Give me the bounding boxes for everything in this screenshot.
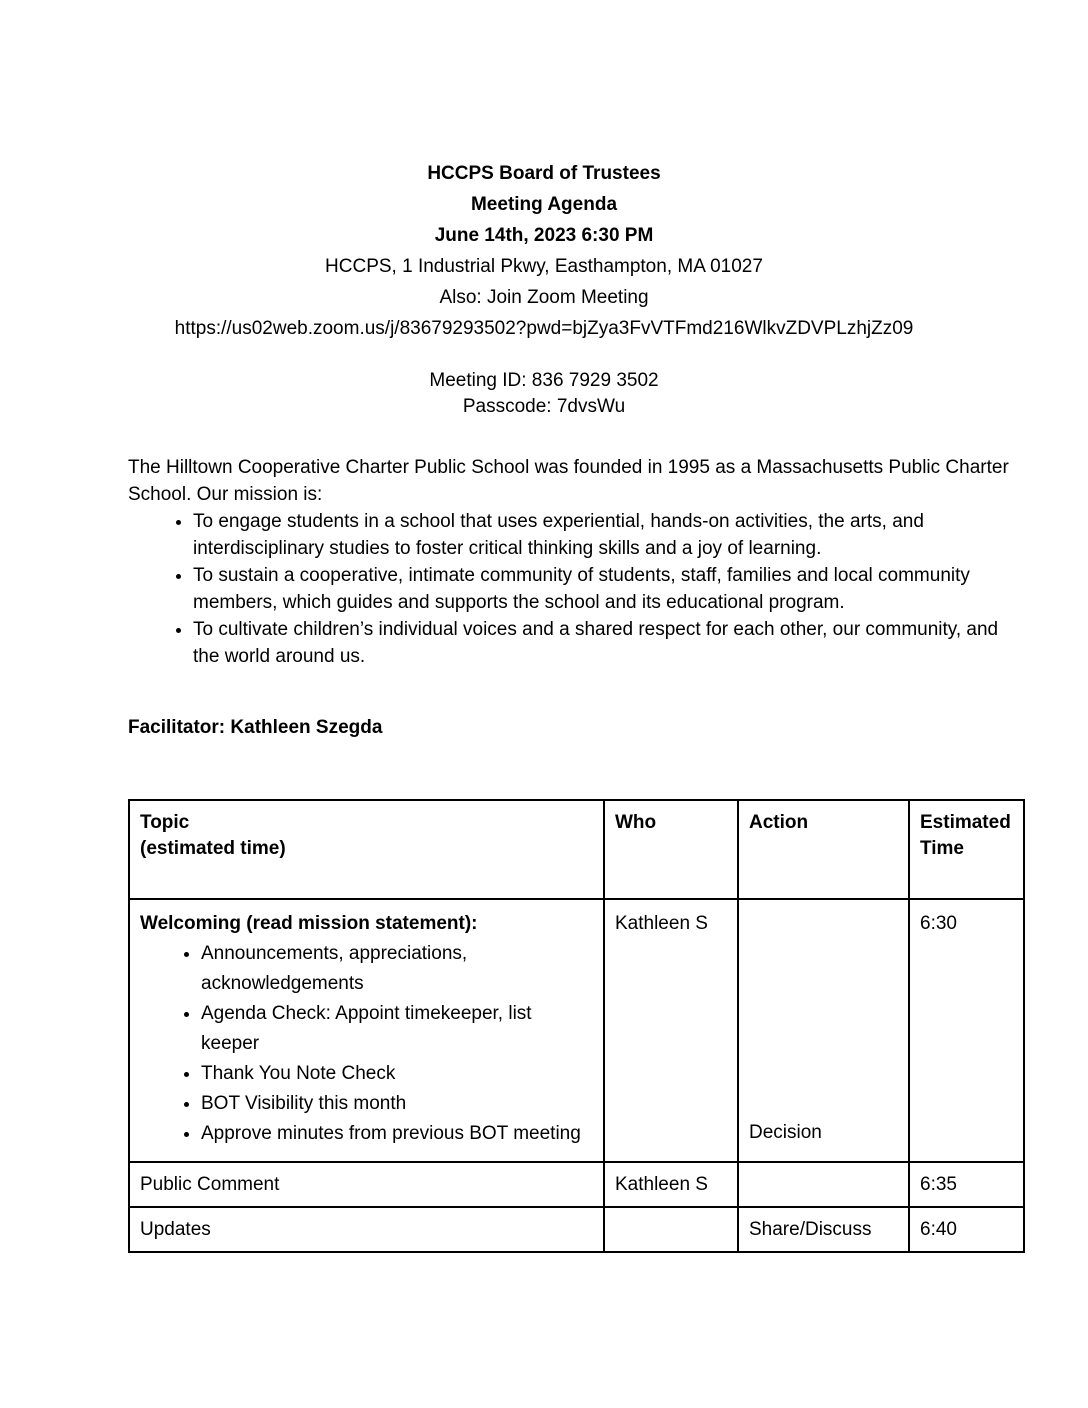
list-item: • Thank You Note Check [201, 1059, 593, 1089]
document-header [0, 158, 1088, 344]
list-item: • Approve minutes from previous BOT meeting [201, 1119, 593, 1149]
agenda-table [128, 799, 1025, 1253]
who-cell [604, 1207, 738, 1252]
column-header-action: Action [738, 800, 909, 899]
column-header-who: Who [604, 800, 738, 899]
list-item: • To cultivate children’s individual voices and a shared respect for each other, our community, and the world around us. [193, 616, 1023, 670]
column-header-topic [129, 800, 604, 899]
list-item: • To sustain a cooperative, intimate community of students, staff, families and local community members, which guides and supports the school and its educational program. [193, 562, 1023, 616]
topic-cell [129, 899, 604, 1162]
doc-subtitle: Meeting Agenda [470, 194, 618, 215]
doc-title: HCCPS Board of Trustees [427, 163, 661, 184]
list-item: • Announcements, appreciations, acknowledgements [201, 939, 593, 999]
list-item: • BOT Visibility this month [201, 1089, 593, 1119]
meeting-datetime: June 14th, 2023 6:30 PM [434, 225, 654, 246]
column-header-topic-line2: (estimated time) [140, 838, 286, 859]
topic-title: Welcoming (read mission statement): [140, 913, 478, 934]
topic-cell: Public Comment [129, 1162, 604, 1207]
action-cell: Decision [738, 899, 909, 1162]
who-cell: Kathleen S [604, 1162, 738, 1207]
meeting-credentials [0, 368, 1088, 420]
table-row [129, 899, 1024, 1162]
time-cell: 6:40 [909, 1207, 1024, 1252]
action-cell [738, 1162, 909, 1207]
list-item: • Agenda Check: Appoint timekeeper, list keeper [201, 999, 593, 1059]
mission-intro: The Hilltown Cooperative Charter Public School was founded in 1995 as a Massachusetts Public Charter School. Our mission is: [128, 457, 1009, 505]
column-header-topic-line1: Topic [140, 812, 190, 833]
topic-cell: Updates [129, 1207, 604, 1252]
facilitator-line: Facilitator: Kathleen Szegda [128, 717, 383, 738]
topic-bullet-list [140, 939, 593, 1149]
meeting-id: Meeting ID: 836 7929 3502 [429, 370, 659, 391]
table-row [129, 1207, 1024, 1252]
list-item: • To engage students in a school that uses experiential, hands-on activities, the arts, and interdisciplinary studies to foster critical thinking skills and a joy of learning. [193, 508, 1023, 562]
mission-bullet-list [128, 508, 1023, 670]
zoom-meeting-url: https://us02web.zoom.us/j/83679293502?pwd=bjZya3FvVTFmd216WlkvZDVPLzhjZz09 [174, 318, 914, 339]
action-cell: Share/Discuss [738, 1207, 909, 1252]
zoom-invite-label: Also: Join Zoom Meeting [439, 287, 649, 308]
time-cell: 6:35 [909, 1162, 1024, 1207]
meeting-location: HCCPS, 1 Industrial Pkwy, Easthampton, MA 01027 [325, 256, 763, 277]
time-cell: 6:30 [909, 899, 1024, 1162]
table-row [129, 1162, 1024, 1207]
who-cell: Kathleen S [604, 899, 738, 1162]
table-header-row [129, 800, 1024, 899]
meeting-passcode: Passcode: 7dvsWu [462, 396, 626, 417]
column-header-estimated-time: Estimated Time [909, 800, 1024, 899]
